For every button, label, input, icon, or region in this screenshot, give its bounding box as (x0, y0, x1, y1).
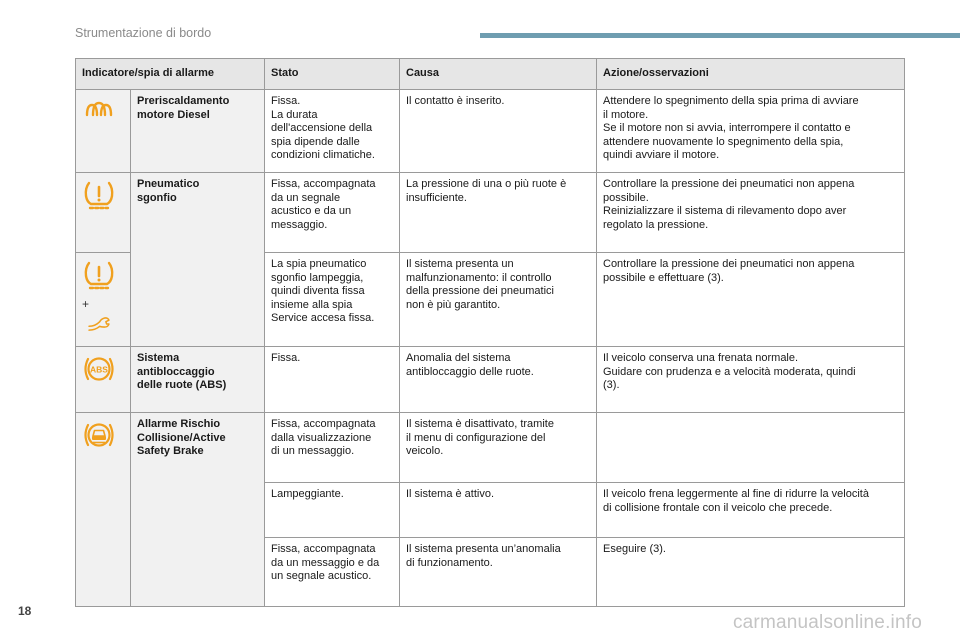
table-row (76, 413, 905, 483)
warning-lights-table (75, 58, 905, 607)
action-cell (597, 413, 905, 483)
indicator-icon-cell (76, 347, 131, 413)
action-cell: Controllare la pressione dei pneumatici non appena possibile. Reinizializzare il sistema di rilevamento dopo aver regolato la pressione. (597, 173, 905, 253)
action-cell: Eseguire (3). (597, 538, 905, 607)
page-number: 18 (18, 604, 32, 618)
wrench-icon (82, 311, 116, 337)
indicator-name: Allarme Rischio Collisione/Active Safety Brake (131, 413, 265, 607)
tyre-pressure-icon (82, 178, 116, 212)
indicator-name: Sistema antibloccaggio delle ruote (ABS) (131, 347, 265, 413)
indicator-name: Pneumatico sgonfio (131, 173, 265, 347)
cause-cell: Il contatto è inserito. (400, 90, 597, 173)
state-cell: Fissa, accompagnata dalla visualizzazione di un messaggio. (265, 413, 400, 483)
indicator-icon-cell (76, 413, 131, 607)
collision-alert-icon (82, 418, 116, 452)
cause-cell: Anomalia del sistema antibloccaggio delle ruote. (400, 347, 597, 413)
header-accent-bar (480, 33, 960, 38)
indicator-icon-cell (76, 90, 131, 173)
action-cell: Il veicolo frena leggermente al fine di ridurre la velocità di collisione frontale con il veicolo che precede. (597, 483, 905, 538)
state-cell: Lampeggiante. (265, 483, 400, 538)
indicator-icon-cell (76, 253, 131, 347)
cause-cell: La pressione di una o più ruote è insufficiente. (400, 173, 597, 253)
cause-cell: Il sistema presenta un’anomalia di funzionamento. (400, 538, 597, 607)
indicator-icon-cell (76, 173, 131, 253)
state-cell: Fissa. (265, 347, 400, 413)
cause-cell: Il sistema presenta un malfunzionamento: il controllo della pressione dei pneumatici non è più garantito. (400, 253, 597, 347)
svg-text:ABS: ABS (90, 364, 108, 375)
column-header-action: Azione/osservazioni (597, 59, 905, 90)
table-row (76, 173, 905, 253)
page-header-title: Strumentazione di bordo (75, 26, 212, 40)
table-row (76, 347, 905, 413)
state-cell: Fissa. La durata dell'accensione della spia dipende dalle condizioni climatiche. (265, 90, 400, 173)
column-header-indicator: Indicatore/spia di allarme (76, 59, 265, 90)
plus-sign: + (82, 296, 90, 311)
action-cell: Il veicolo conserva una frenata normale. Guidare con prudenza e a velocità moderata, quindi (3). (597, 347, 905, 413)
table-header-row (76, 59, 905, 90)
table-row (76, 90, 905, 173)
watermark-text: carmanualsonline.info (732, 612, 922, 633)
column-header-state: Stato (265, 59, 400, 90)
column-header-cause: Causa (400, 59, 597, 90)
state-cell: Fissa, accompagnata da un segnale acustico e da un messaggio. (265, 173, 400, 253)
abs-icon (82, 352, 116, 386)
action-cell: Attendere lo spegnimento della spia prima di avviare il motore. Se il motore non si avvia, interrompere il contatto e attendere nuovamente lo spegnimento della spia, quindi avviare il motore. (597, 90, 905, 173)
action-cell: Controllare la pressione dei pneumatici non appena possibile e effettuare (3). (597, 253, 905, 347)
glow-plug-icon (82, 95, 116, 129)
state-cell: La spia pneumatico sgonfio lampeggia, quindi diventa fissa insieme alla spia Service accesa fissa. (265, 253, 400, 347)
tyre-pressure-icon (82, 258, 116, 292)
cause-cell: Il sistema è disattivato, tramite il menu di configurazione del veicolo. (400, 413, 597, 483)
indicator-name: Preriscaldamento motore Diesel (131, 90, 265, 173)
state-cell: Fissa, accompagnata da un messaggio e da un segnale acustico. (265, 538, 400, 607)
cause-cell: Il sistema è attivo. (400, 483, 597, 538)
